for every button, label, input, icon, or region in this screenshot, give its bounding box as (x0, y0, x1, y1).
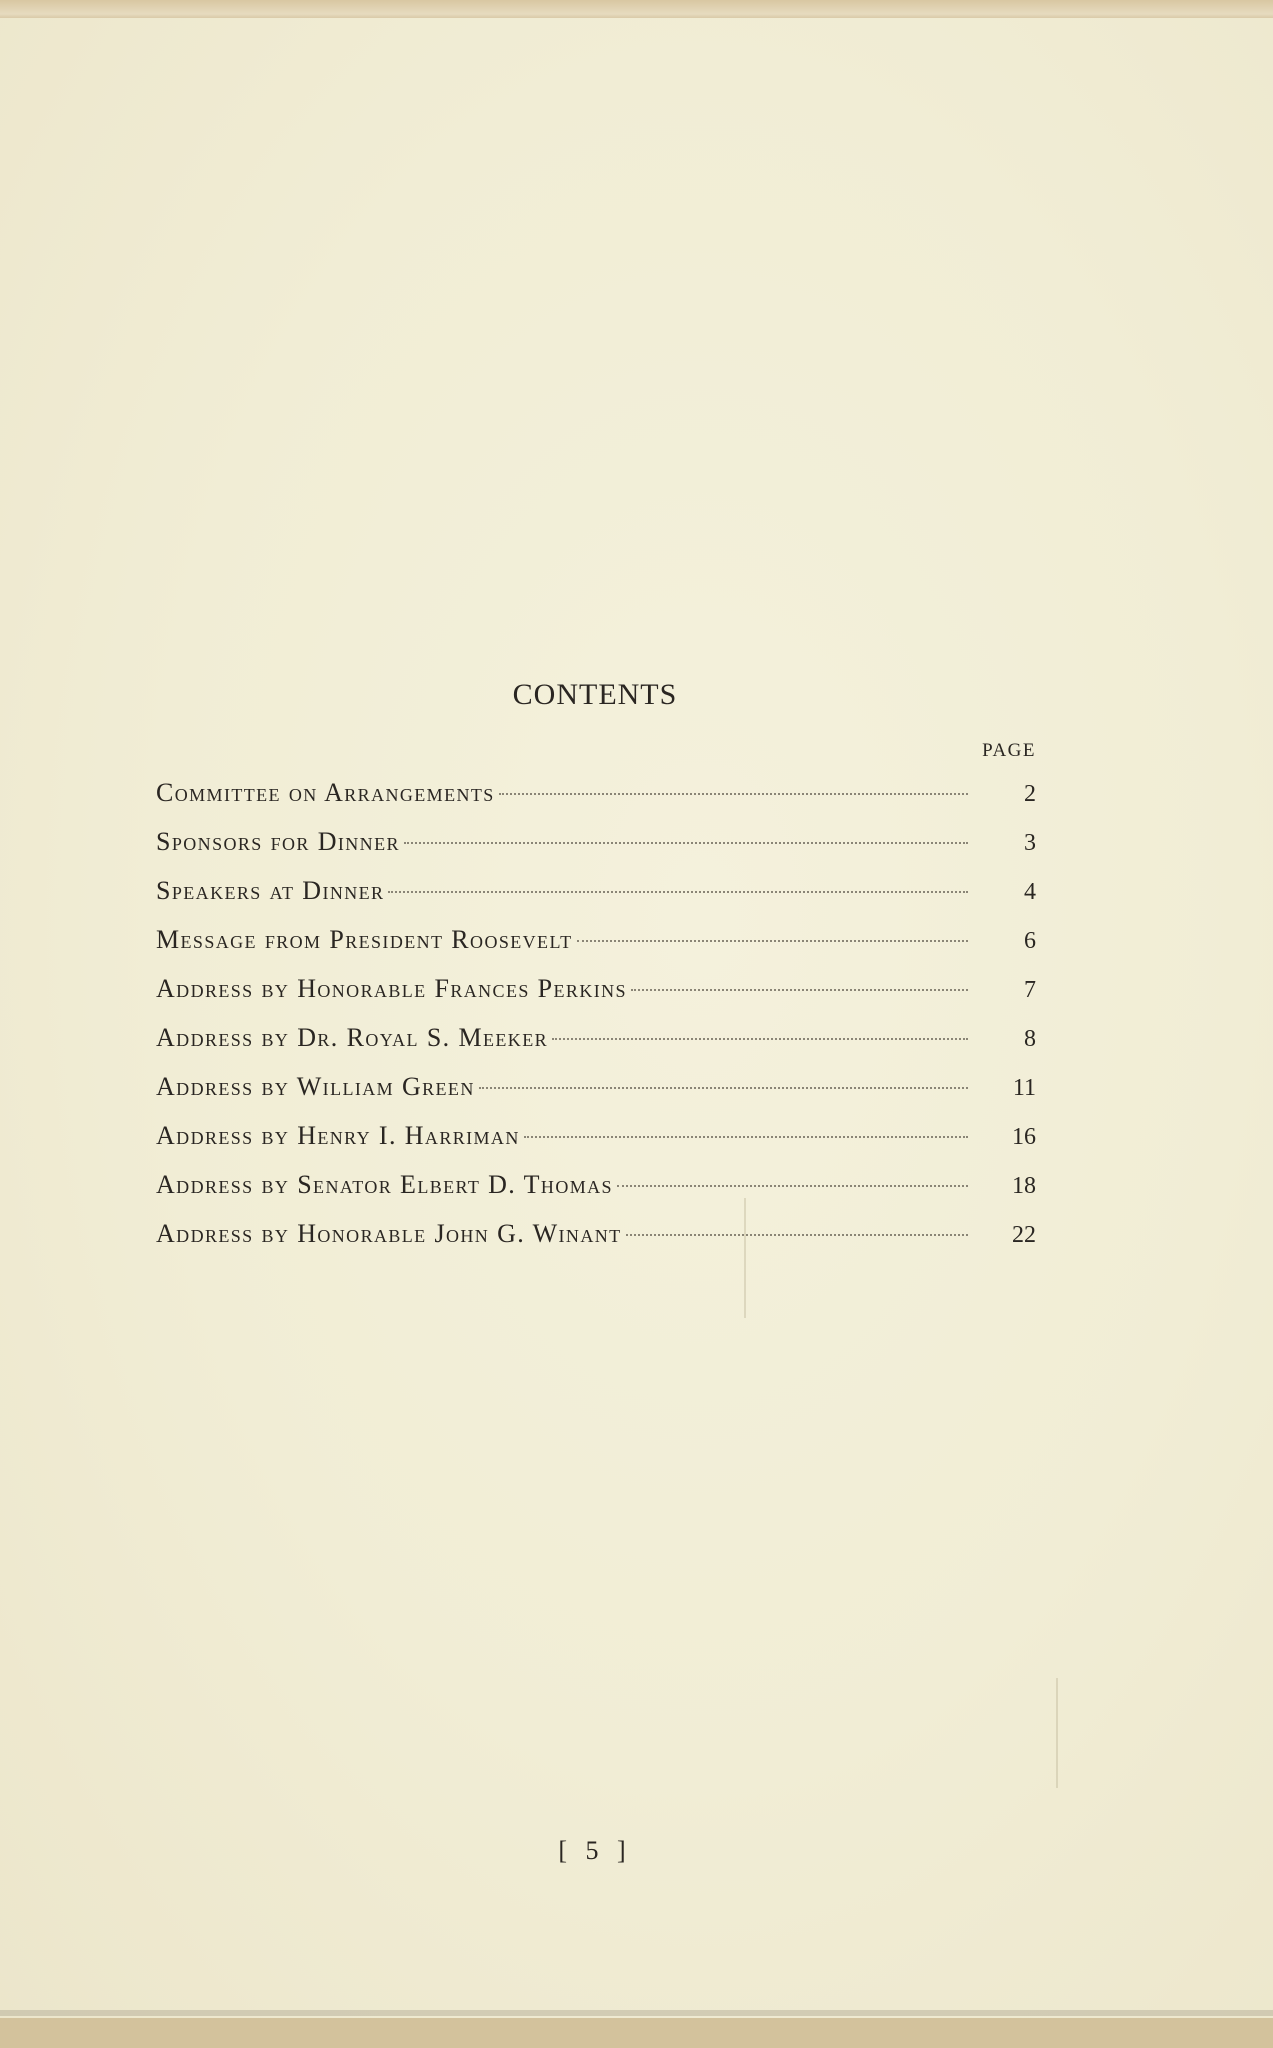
toc-entry-title: Sponsors for Dinner (156, 827, 400, 856)
toc-entry (156, 876, 1036, 925)
page-bottom-edge (0, 2010, 1273, 2016)
toc-entry (156, 974, 1036, 1023)
toc-entry-page: 16 (1012, 1124, 1036, 1150)
dot-leader (524, 1136, 968, 1138)
toc-entry-page: 6 (1024, 928, 1036, 954)
toc-entry (156, 827, 1036, 876)
toc-entry-title: Address by Honorable John G. Winant (156, 1219, 622, 1248)
dot-leader (388, 891, 968, 893)
paper-crease (1056, 1678, 1058, 1788)
toc-entry-title: Address by Honorable Frances Perkins (156, 974, 627, 1003)
dot-leader (617, 1185, 968, 1187)
toc-list (156, 778, 1036, 1268)
dot-leader (499, 793, 968, 795)
toc-entry (156, 1121, 1036, 1170)
toc-entry-title: Committee on Arrangements (156, 778, 495, 807)
toc-entry-page: 7 (1024, 977, 1036, 1003)
page-folio: [ 5 ] (558, 1836, 632, 1865)
dot-leader (479, 1087, 968, 1089)
toc-entry (156, 778, 1036, 827)
toc-entry-title: Address by Dr. Royal S. Meeker (156, 1023, 548, 1052)
page-column-label: PAGE (982, 740, 1036, 761)
toc-entry (156, 1072, 1036, 1121)
toc-entry-title: Address by Henry I. Harriman (156, 1121, 520, 1150)
dot-leader (552, 1038, 968, 1040)
toc-entry-page: 4 (1024, 879, 1036, 905)
dot-leader (577, 940, 968, 942)
toc-entry-title: Speakers at Dinner (156, 876, 385, 905)
toc-entry (156, 925, 1036, 974)
contents-title: CONTENTS (512, 678, 678, 711)
toc-entry-page: 2 (1024, 781, 1036, 807)
toc-entry-page: 3 (1024, 830, 1036, 856)
toc-entry (156, 1170, 1036, 1219)
document-page (0, 18, 1273, 2018)
toc-entry-title: Address by Senator Elbert D. Thomas (156, 1170, 613, 1199)
dot-leader (626, 1234, 968, 1236)
toc-entry-page: 11 (1012, 1075, 1036, 1101)
dot-leader (404, 842, 968, 844)
toc-entry (156, 1219, 1036, 1268)
dot-leader (631, 989, 968, 991)
toc-entry (156, 1023, 1036, 1072)
toc-entry-title: Message from President Roosevelt (156, 925, 573, 954)
toc-entry-page: 8 (1024, 1026, 1036, 1052)
toc-entry-title: Address by William Green (156, 1072, 475, 1101)
toc-entry-page: 18 (1012, 1173, 1036, 1199)
toc-entry-page: 22 (1012, 1222, 1036, 1248)
